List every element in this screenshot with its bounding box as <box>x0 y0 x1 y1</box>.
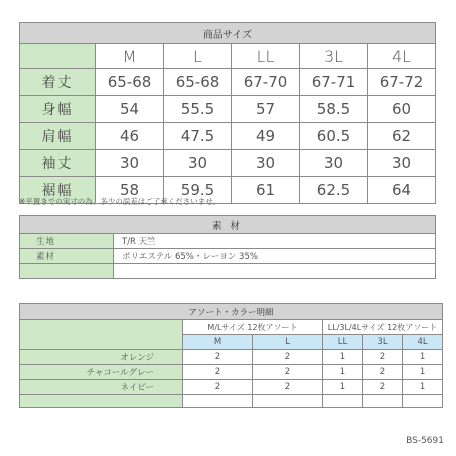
table-cell: 2 <box>253 380 323 395</box>
size-row-length <box>20 69 436 96</box>
size-header-ll: LL <box>232 44 300 69</box>
table-cell: 2 <box>183 365 253 380</box>
size-table-title: 商品サイズ <box>20 23 436 44</box>
table-cell: 1 <box>323 350 363 365</box>
row-label: 着丈 <box>20 69 96 96</box>
table-cell: 30 <box>164 150 232 177</box>
table-cell: 61 <box>232 177 300 204</box>
assort-row-orange <box>20 350 443 365</box>
table-cell: 49 <box>232 123 300 150</box>
table-cell: 62 <box>368 123 436 150</box>
row-label: 裾幅 <box>20 177 96 204</box>
row-label: 肩幅 <box>20 123 96 150</box>
table-cell: 2 <box>183 350 253 365</box>
row-label: 生地 <box>20 234 114 249</box>
assort-row-navy <box>20 380 443 395</box>
size-header-corner <box>20 44 96 69</box>
table-cell: 64 <box>368 177 436 204</box>
material-row-fabric <box>20 234 436 249</box>
table-cell: 58 <box>96 177 164 204</box>
material-value: T/R 天竺 <box>114 234 436 249</box>
size-header-3l: 3L <box>300 44 368 69</box>
size-header-m: M <box>96 44 164 69</box>
table-cell: 30 <box>368 150 436 177</box>
row-label: チャコールグレー <box>20 365 183 380</box>
table-cell: 2 <box>363 365 403 380</box>
table-cell: 57 <box>232 96 300 123</box>
table-cell <box>363 395 403 408</box>
table-cell: 67-70 <box>232 69 300 96</box>
table-cell <box>323 395 363 408</box>
table-cell: 58.5 <box>300 96 368 123</box>
size-row-sleeve <box>20 150 436 177</box>
assort-row-charcoal <box>20 365 443 380</box>
row-label: ネイビー <box>20 380 183 395</box>
row-label: オレンジ <box>20 350 183 365</box>
material-table <box>19 215 436 279</box>
table-cell: 1 <box>403 380 443 395</box>
table-cell: 59.5 <box>164 177 232 204</box>
table-cell: 47.5 <box>164 123 232 150</box>
size-table <box>19 22 436 204</box>
table-cell: 30 <box>300 150 368 177</box>
row-label: 身幅 <box>20 96 96 123</box>
table-cell: 60 <box>368 96 436 123</box>
table-cell: 60.5 <box>300 123 368 150</box>
table-cell: 1 <box>403 350 443 365</box>
table-cell: 54 <box>96 96 164 123</box>
row-label: 袖丈 <box>20 150 96 177</box>
assort-header-corner <box>20 320 183 350</box>
table-cell: 46 <box>96 123 164 150</box>
assort-size-ll: LL <box>323 335 363 350</box>
table-cell: 30 <box>232 150 300 177</box>
material-value: ポリエステル 65%・レーヨン 35% <box>114 249 436 264</box>
product-code: BS-5691 <box>406 436 444 446</box>
table-cell <box>253 395 323 408</box>
row-label <box>20 264 114 279</box>
table-cell: 2 <box>363 380 403 395</box>
table-cell: 55.5 <box>164 96 232 123</box>
assort-size-m: M <box>183 335 253 350</box>
size-row-body-width <box>20 96 436 123</box>
table-cell: 2 <box>363 350 403 365</box>
table-cell: 67-72 <box>368 69 436 96</box>
table-cell: 65-68 <box>96 69 164 96</box>
assort-row-empty <box>20 395 443 408</box>
table-cell: 67-71 <box>300 69 368 96</box>
size-header-4l: 4L <box>368 44 436 69</box>
table-cell: 1 <box>403 365 443 380</box>
table-cell: 62.5 <box>300 177 368 204</box>
material-table-title: 素 材 <box>20 216 436 234</box>
table-cell <box>403 395 443 408</box>
table-cell: 2 <box>183 380 253 395</box>
table-cell: 65-68 <box>164 69 232 96</box>
assort-table-title: アソート・カラー明細 <box>20 304 443 320</box>
table-cell: 1 <box>323 380 363 395</box>
assort-size-4l: 4L <box>403 335 443 350</box>
assort-table <box>19 303 443 408</box>
table-cell: 2 <box>253 350 323 365</box>
row-label <box>20 395 183 408</box>
assort-size-l: L <box>253 335 323 350</box>
material-row-composition <box>20 249 436 264</box>
table-cell <box>183 395 253 408</box>
size-note: ※平置きでの実寸の為、多少の誤差はご了承くださいませ。 <box>19 197 221 206</box>
assort-group-ml: M/Lサイズ 12枚アソート <box>183 320 323 335</box>
material-value <box>114 264 436 279</box>
row-label: 素材 <box>20 249 114 264</box>
table-cell: 2 <box>253 365 323 380</box>
assort-size-3l: 3L <box>363 335 403 350</box>
table-cell: 30 <box>96 150 164 177</box>
table-cell: 1 <box>323 365 363 380</box>
size-row-shoulder <box>20 123 436 150</box>
size-header-l: L <box>164 44 232 69</box>
assort-group-ll: LL/3L/4Lサイズ 12枚アソート <box>323 320 443 335</box>
material-row-empty <box>20 264 436 279</box>
